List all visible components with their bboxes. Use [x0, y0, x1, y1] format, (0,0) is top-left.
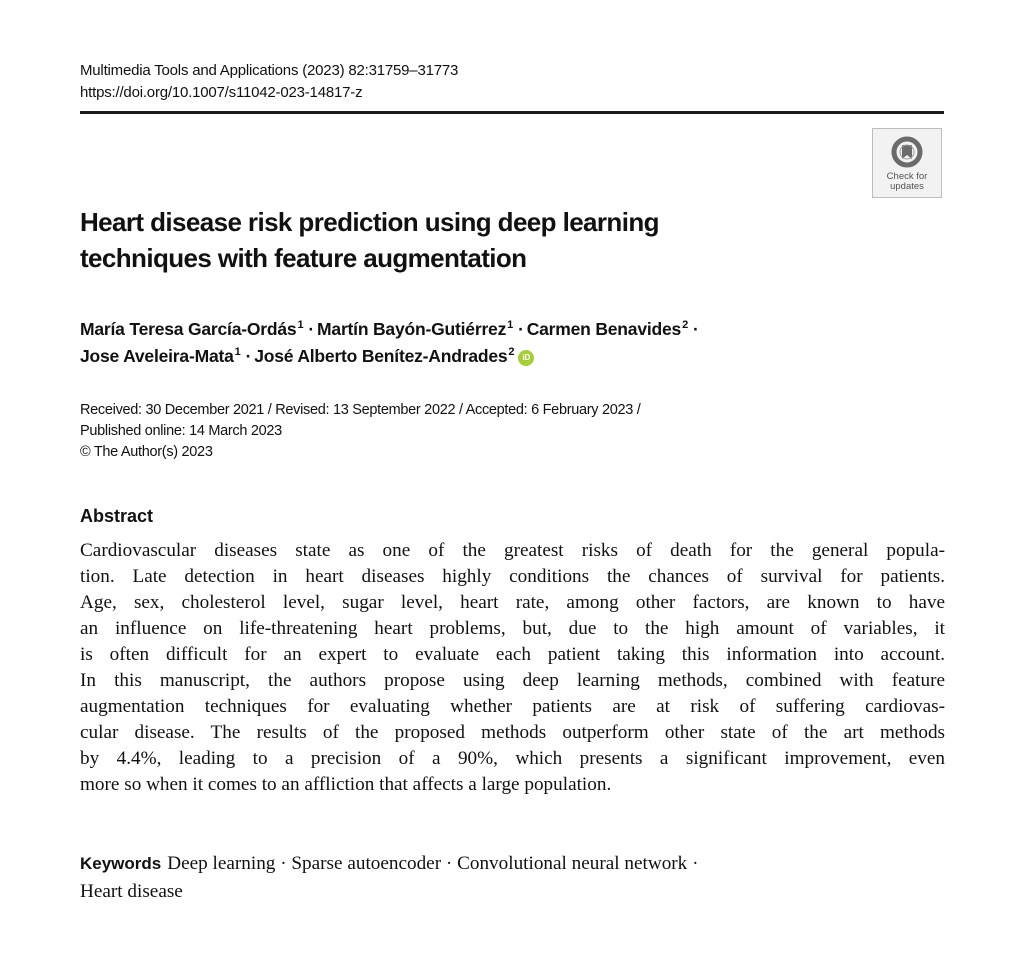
author-separator: ·: [245, 346, 252, 366]
author-separator: ·: [518, 319, 524, 339]
journal-citation: Multimedia Tools and Applications (2023) 82:31759–31773: [80, 62, 459, 79]
title-line-1: Heart disease risk prediction using deep learning: [80, 207, 659, 237]
abstract-heading: Abstract: [80, 506, 154, 526]
affiliation-marker: 2: [508, 346, 515, 358]
abstract-line: cular disease. The results of the proposed methods outperform other state of the art methods: [80, 722, 945, 743]
crossmark-icon: [891, 136, 923, 168]
affiliation-marker: 2: [682, 319, 688, 331]
author-name[interactable]: Carmen Benavides: [526, 319, 682, 339]
dates-line-1: Received: 30 December 2021 / Revised: 13 September 2022 / Accepted: 6 February 2023 /: [80, 402, 641, 418]
check-for-updates-badge[interactable]: [872, 128, 942, 198]
publication-dates: [80, 400, 641, 463]
title-line-2: techniques with feature augmentation: [80, 243, 527, 273]
paper-title: [80, 204, 840, 276]
abstract-line: Age, sex, cholesterol level, sugar level, heart rate, among other factors, are known to have: [80, 592, 945, 613]
keywords-section: [80, 850, 698, 906]
header-rule: [80, 111, 944, 114]
check-label-line1: Check for: [886, 171, 928, 182]
copyright-notice: © The Author(s) 2023: [80, 444, 213, 460]
abstract-line: is often difficult for an expert to evaluate each patient taking this information into account.: [80, 644, 945, 665]
abstract-line: tion. Late detection in heart diseases highly conditions the chances of survival for patients.: [80, 566, 945, 587]
affiliation-marker: 1: [234, 346, 241, 358]
author-separator: ·: [308, 319, 315, 339]
author-separator: ·: [693, 319, 699, 339]
keywords-line-1: Deep learning · Sparse autoencoder · Convolutional neural network ·: [167, 853, 699, 874]
doi-link[interactable]: https://doi.org/10.1007/s11042-023-14817-z: [80, 84, 363, 101]
author-list: [80, 316, 702, 370]
author-name[interactable]: José Alberto Benítez-Andrades: [254, 346, 508, 366]
journal-header: [80, 60, 458, 104]
orcid-icon[interactable]: iD: [518, 350, 534, 366]
affiliation-marker: 1: [297, 319, 304, 331]
affiliation-marker: 1: [507, 319, 514, 331]
abstract-line: augmentation techniques for evaluating whether patients are at risk of suffering cardiovas-: [80, 696, 945, 717]
check-label-line2: updates: [890, 181, 924, 192]
author-name[interactable]: Jose Aveleira-Mata: [80, 346, 234, 366]
keywords-label: Keywords: [80, 854, 162, 873]
abstract-body: [80, 538, 945, 798]
author-name[interactable]: María Teresa García-Ordás: [80, 319, 297, 339]
abstract-line: more so when it comes to an affliction that affects a large population.: [80, 774, 612, 795]
keywords-line-2: Heart disease: [80, 881, 183, 902]
abstract-line: In this manuscript, the authors propose using deep learning methods, combined with feature: [80, 670, 945, 691]
abstract-line: by 4.4%, leading to a precision of a 90%, which presents a significant improvement, even: [80, 748, 945, 769]
abstract-line: Cardiovascular diseases state as one of the greatest risks of death for the general popula-: [80, 540, 945, 561]
abstract-line: an influence on life-threatening heart problems, but, due to the high amount of variables, it: [80, 618, 945, 639]
author-name[interactable]: Martín Bayón-Gutiérrez: [317, 319, 507, 339]
dates-line-2: Published online: 14 March 2023: [80, 423, 282, 439]
